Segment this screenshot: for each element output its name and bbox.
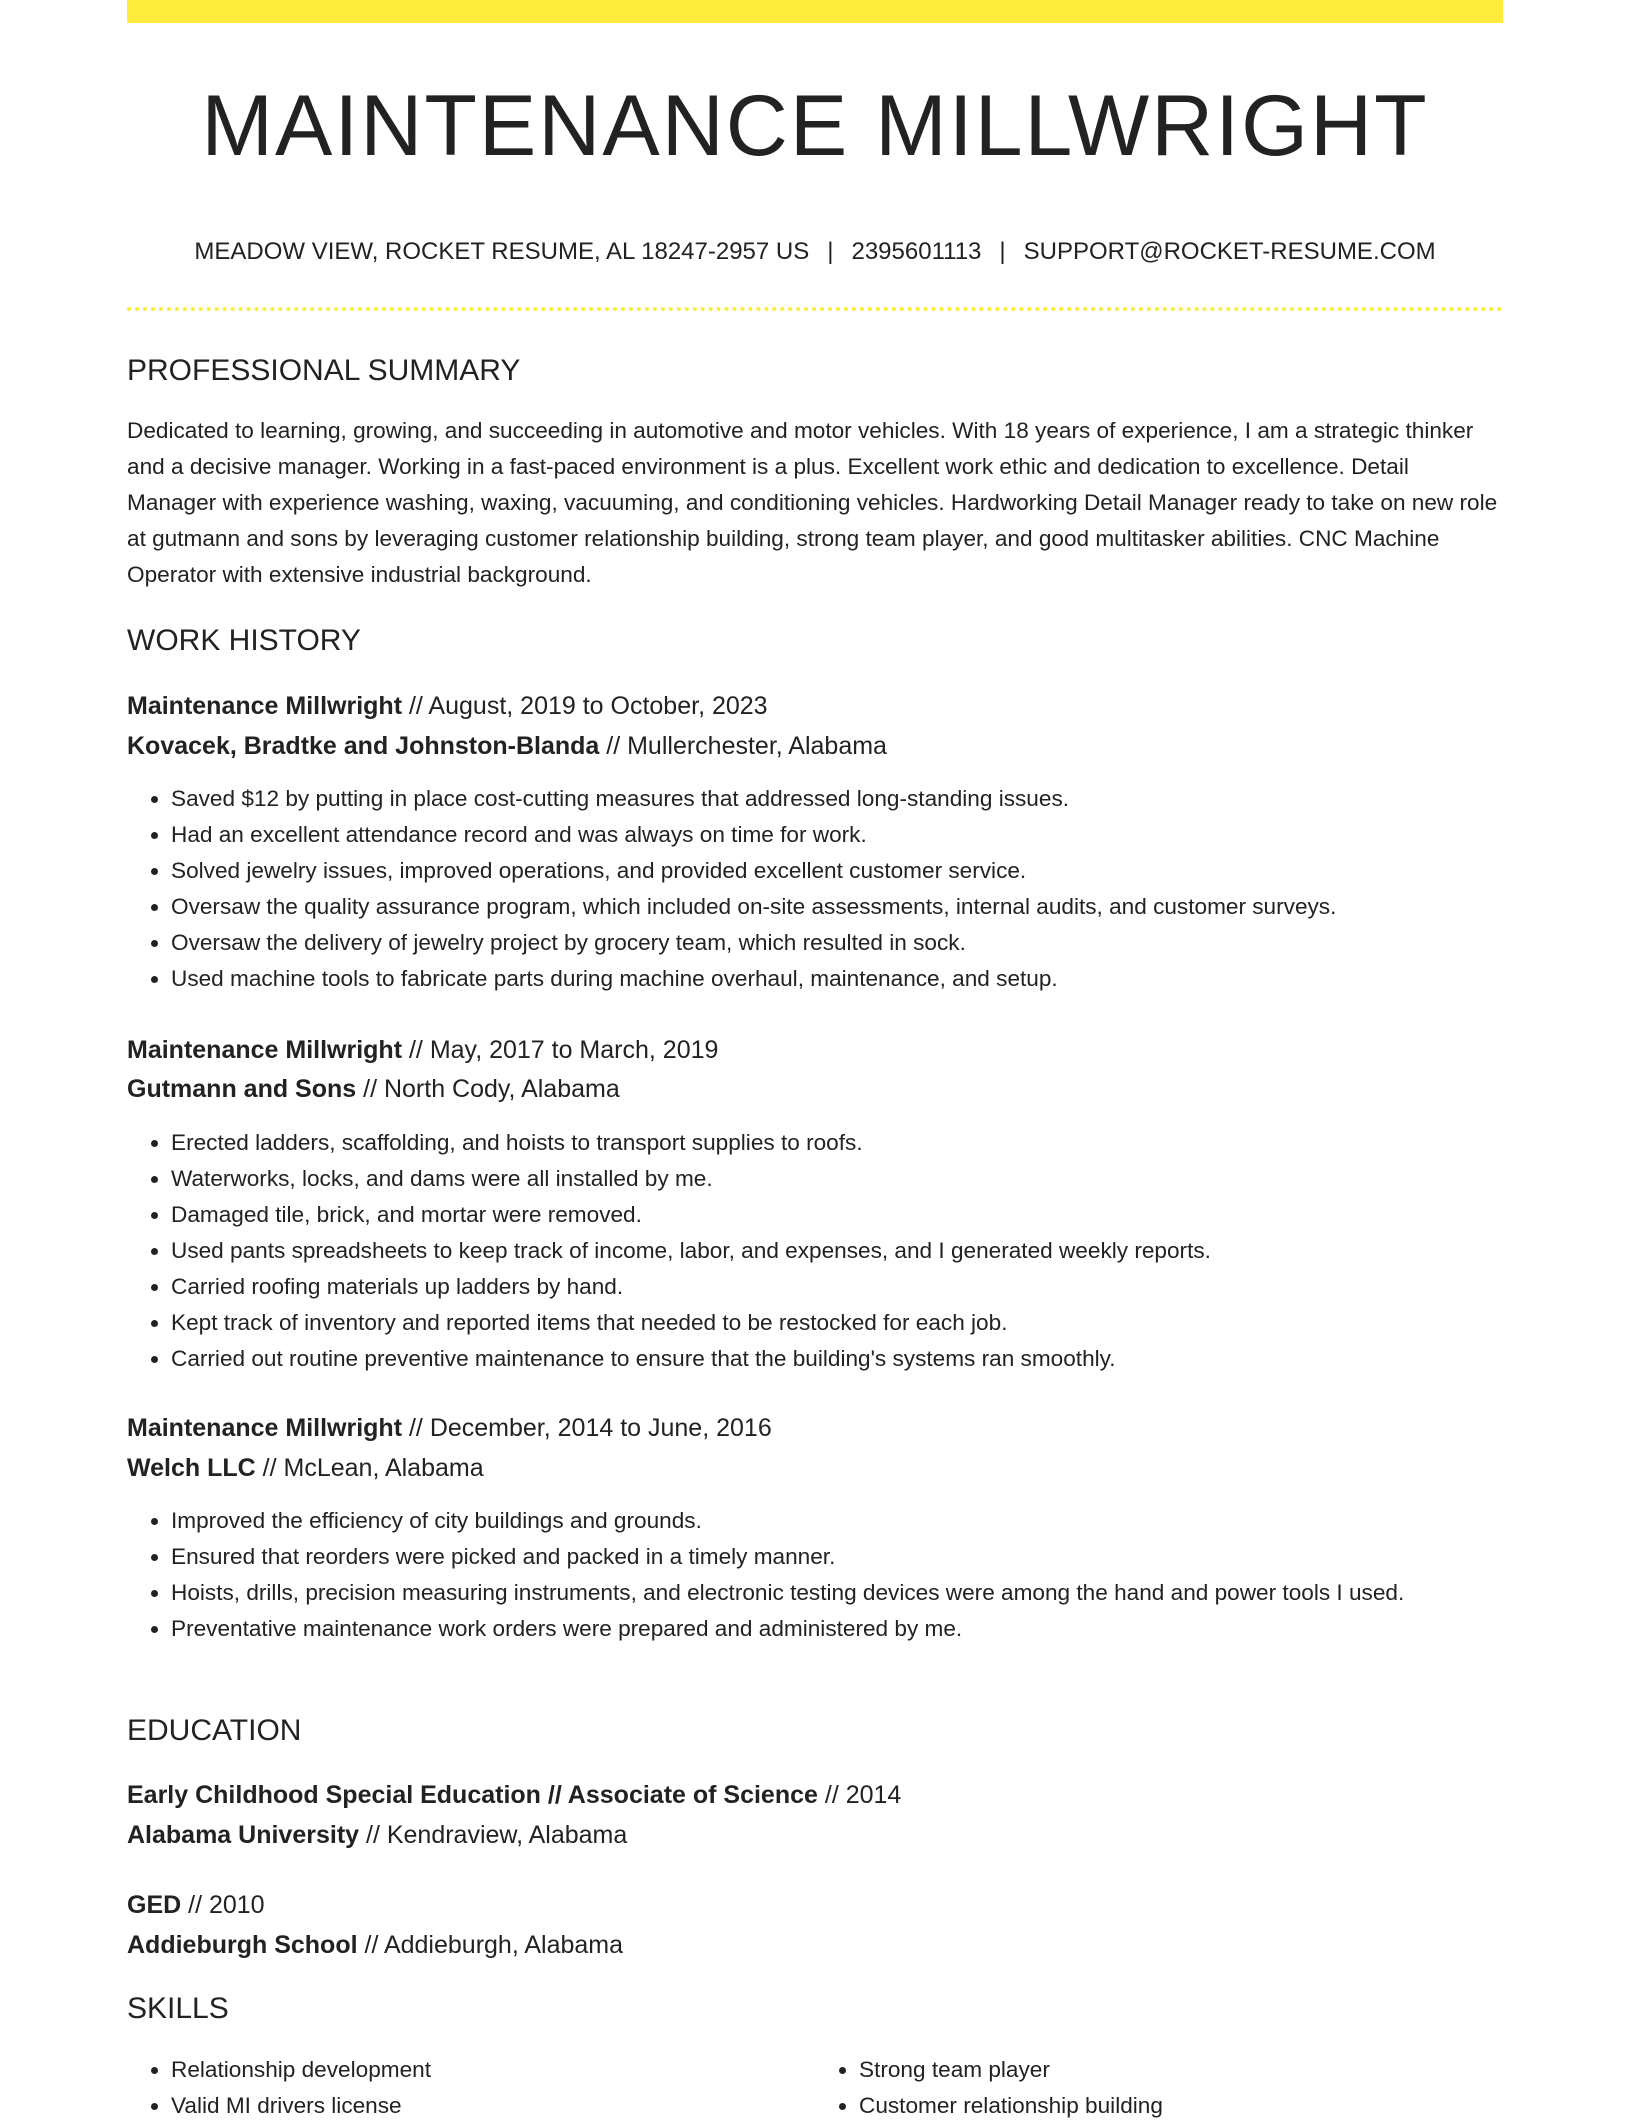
- list-item: • Waterworks, locks, and dams were all installed by me.: [171, 1161, 1547, 1197]
- contact-address: MEADOW VIEW, ROCKET RESUME, AL 18247-2957 US: [194, 238, 810, 265]
- summary-text: Dedicated to learning, growing, and succeeding in automotive and motor vehicles. With 18 years of experience, I am a strategic thinker and a decisive manager. Working in a fast-paced environment is a plus. Excellent work ethic and dedication to excellence. Detail Manager with experience washing, waxing, vacuuming, and conditioning vehicles. Hardworking Detail Manager ready to take on new role at gutmann and sons by leveraging customer relationship building, strong team player, and good multitasker abilities. CNC Machine Operator with extensive industrial background.: [127, 418, 1498, 587]
- list-item: • Kept track of inventory and reported items that needed to be restocked for each job.: [171, 1305, 1547, 1341]
- school: Alabama University: [127, 1821, 360, 1849]
- job-bullets: [127, 781, 1547, 997]
- degree: Early Childhood Special Education // Associate of Science: [127, 1781, 818, 1809]
- list-item: • Damaged tile, brick, and mortar were removed.: [171, 1197, 1547, 1233]
- skill-item: • Relationship development: [171, 2052, 815, 2088]
- job-bullets: [127, 1503, 1547, 1647]
- job-dates: // December, 2014 to June, 2016: [402, 1414, 772, 1442]
- job-company-line: [127, 1069, 1503, 1109]
- job-company-line: [127, 726, 1503, 766]
- job-title-line: [127, 1408, 1503, 1448]
- job-company: Gutmann and Sons: [127, 1075, 357, 1103]
- job-title: Maintenance Millwright: [127, 692, 403, 720]
- contact-phone: 2395601113: [851, 238, 982, 265]
- list-item: • Used machine tools to fabricate parts during machine overhaul, maintenance, and setup.: [171, 961, 1547, 997]
- job-dates: // May, 2017 to March, 2019: [402, 1036, 719, 1064]
- skills-right-list: [815, 2052, 1503, 2124]
- job-location: // Mullerchester, Alabama: [599, 732, 887, 760]
- skill-item: • Valid MI drivers license: [171, 2088, 815, 2124]
- skill-item: • Customer relationship building: [859, 2088, 1503, 2124]
- job-company-line: [127, 1448, 1503, 1488]
- school: Addieburgh School: [127, 1931, 358, 1959]
- contact-separator: |: [827, 238, 834, 265]
- page-title: MAINTENANCE MILLWRIGHT: [201, 78, 1429, 174]
- skill-item: • Strong team player: [859, 2052, 1503, 2088]
- degree-year: // 2014: [817, 1781, 902, 1809]
- job-company: Kovacek, Bradtke and Johnston-Blanda: [127, 732, 600, 760]
- summary-heading: PROFESSIONAL SUMMARY: [127, 354, 521, 387]
- header-divider: [127, 307, 1503, 311]
- list-item: • Solved jewelry issues, improved operations, and provided excellent customer service.: [171, 853, 1547, 889]
- list-item: • Oversaw the delivery of jewelry project by grocery team, which resulted in sock.: [171, 925, 1547, 961]
- job-title-line: [127, 1030, 1503, 1070]
- list-item: • Had an excellent attendance record and was always on time for work.: [171, 817, 1547, 853]
- job-company: Welch LLC: [127, 1454, 256, 1482]
- list-item: • Improved the efficiency of city buildings and grounds.: [171, 1503, 1547, 1539]
- work-history-heading: WORK HISTORY: [127, 624, 361, 657]
- list-item: • Ensured that reorders were picked and packed in a timely manner.: [171, 1539, 1547, 1575]
- list-item: • Carried out routine preventive maintenance to ensure that the building's systems ran smoothly.: [171, 1341, 1547, 1377]
- skills-heading: SKILLS: [127, 1992, 229, 2025]
- list-item: • Hoists, drills, precision measuring instruments, and electronic testing devices were among the hand and power tools I used.: [171, 1575, 1547, 1611]
- skills-left-list: [127, 2052, 815, 2124]
- degree-line: [127, 1775, 1503, 1815]
- job-location: // North Cody, Alabama: [356, 1075, 620, 1103]
- school-line: [127, 1925, 1503, 1965]
- top-accent-bar: [127, 0, 1503, 23]
- list-item: • Oversaw the quality assurance program, which included on-site assessments, internal audits, and customer surveys.: [171, 889, 1547, 925]
- job-title-line: [127, 686, 1503, 726]
- job-title: Maintenance Millwright: [127, 1414, 403, 1442]
- list-item: • Saved $12 by putting in place cost-cutting measures that addressed long-standing issues.: [171, 781, 1547, 817]
- job-location: // McLean, Alabama: [255, 1454, 484, 1482]
- school-location: // Kendraview, Alabama: [359, 1821, 628, 1849]
- job-title: Maintenance Millwright: [127, 1036, 403, 1064]
- school-line: [127, 1815, 1503, 1855]
- job-dates: // August, 2019 to October, 2023: [402, 692, 768, 720]
- contact-line: [127, 238, 1503, 266]
- list-item: • Used pants spreadsheets to keep track of income, labor, and expenses, and I generated weekly reports.: [171, 1233, 1547, 1269]
- list-item: • Preventative maintenance work orders were prepared and administered by me.: [171, 1611, 1547, 1647]
- school-location: // Addieburgh, Alabama: [357, 1931, 624, 1959]
- skills-columns: [127, 2052, 1503, 2124]
- list-item: • Erected ladders, scaffolding, and hoists to transport supplies to roofs.: [171, 1125, 1547, 1161]
- degree-year: // 2010: [181, 1891, 265, 1919]
- contact-separator: |: [999, 238, 1006, 265]
- education-heading: EDUCATION: [127, 1714, 302, 1747]
- degree: GED: [127, 1891, 182, 1919]
- contact-email[interactable]: SUPPORT@ROCKET-RESUME.COM: [1023, 238, 1436, 265]
- job-bullets: [127, 1125, 1547, 1377]
- degree-line: [127, 1885, 1503, 1925]
- list-item: • Carried roofing materials up ladders by hand.: [171, 1269, 1547, 1305]
